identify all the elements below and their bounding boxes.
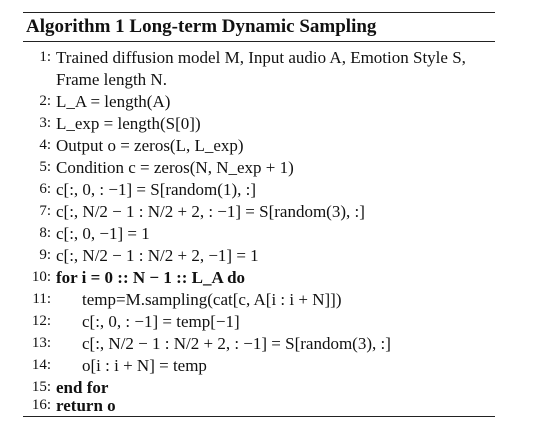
line-text: Trained diffusion model M, Input audio A, Emotion Style S, bbox=[56, 48, 466, 67]
line-text: c[:, 0, −1] = 1 bbox=[56, 224, 150, 243]
line-text: Output o = zeros(L, L_exp) bbox=[56, 136, 244, 155]
line-text: return o bbox=[56, 396, 116, 415]
line-text: c[:, N/2 − 1 : N/2 + 2, : −1] = S[random(3), :] bbox=[56, 202, 365, 221]
line-number: 13: bbox=[31, 335, 51, 351]
algorithm-box bbox=[23, 12, 495, 418]
line-text: c[:, N/2 − 1 : N/2 + 2, −1] = 1 bbox=[56, 246, 259, 265]
line-text: Frame length N. bbox=[56, 70, 167, 89]
line-number: 12: bbox=[31, 313, 51, 329]
line-text: L_A = length(A) bbox=[56, 92, 171, 111]
line-text: Condition c = zeros(N, N_exp + 1) bbox=[56, 158, 294, 177]
line-text: c[:, N/2 − 1 : N/2 + 2, : −1] = S[random(3), :] bbox=[82, 334, 391, 353]
line-text: c[:, 0, : −1] = temp[−1] bbox=[82, 312, 240, 331]
top-rule bbox=[23, 12, 495, 13]
line-number: 8: bbox=[39, 225, 51, 241]
line-text: temp=M.sampling(cat[c, A[i : i + N]]) bbox=[82, 290, 342, 309]
line-number: 5: bbox=[39, 159, 51, 175]
line-number: 11: bbox=[32, 291, 51, 307]
line-text: L_exp = length(S[0]) bbox=[56, 114, 201, 133]
line-number: 9: bbox=[39, 247, 51, 263]
line-number: 15: bbox=[31, 379, 51, 395]
line-number: 6: bbox=[39, 181, 51, 197]
line-number: 4: bbox=[39, 137, 51, 153]
line-number: 14: bbox=[31, 357, 51, 373]
bottom-rule bbox=[23, 416, 495, 417]
line-text: for i = 0 :: N − 1 :: L_A do bbox=[56, 268, 246, 287]
line-number: 10: bbox=[31, 269, 51, 285]
line-number: 16: bbox=[31, 397, 51, 413]
line-text: o[i : i + N] = temp bbox=[82, 356, 207, 375]
title-rule bbox=[23, 41, 495, 42]
line-text: c[:, 0, : −1] = S[random(1), :] bbox=[56, 180, 256, 199]
line-text: end for bbox=[56, 378, 109, 397]
line-number: 2: bbox=[39, 93, 51, 109]
algorithm-title: Algorithm 1 Long-term Dynamic Sampling bbox=[26, 16, 377, 37]
line-number: 3: bbox=[39, 115, 51, 131]
line-number: 7: bbox=[39, 203, 51, 219]
line-number: 1: bbox=[39, 49, 51, 65]
